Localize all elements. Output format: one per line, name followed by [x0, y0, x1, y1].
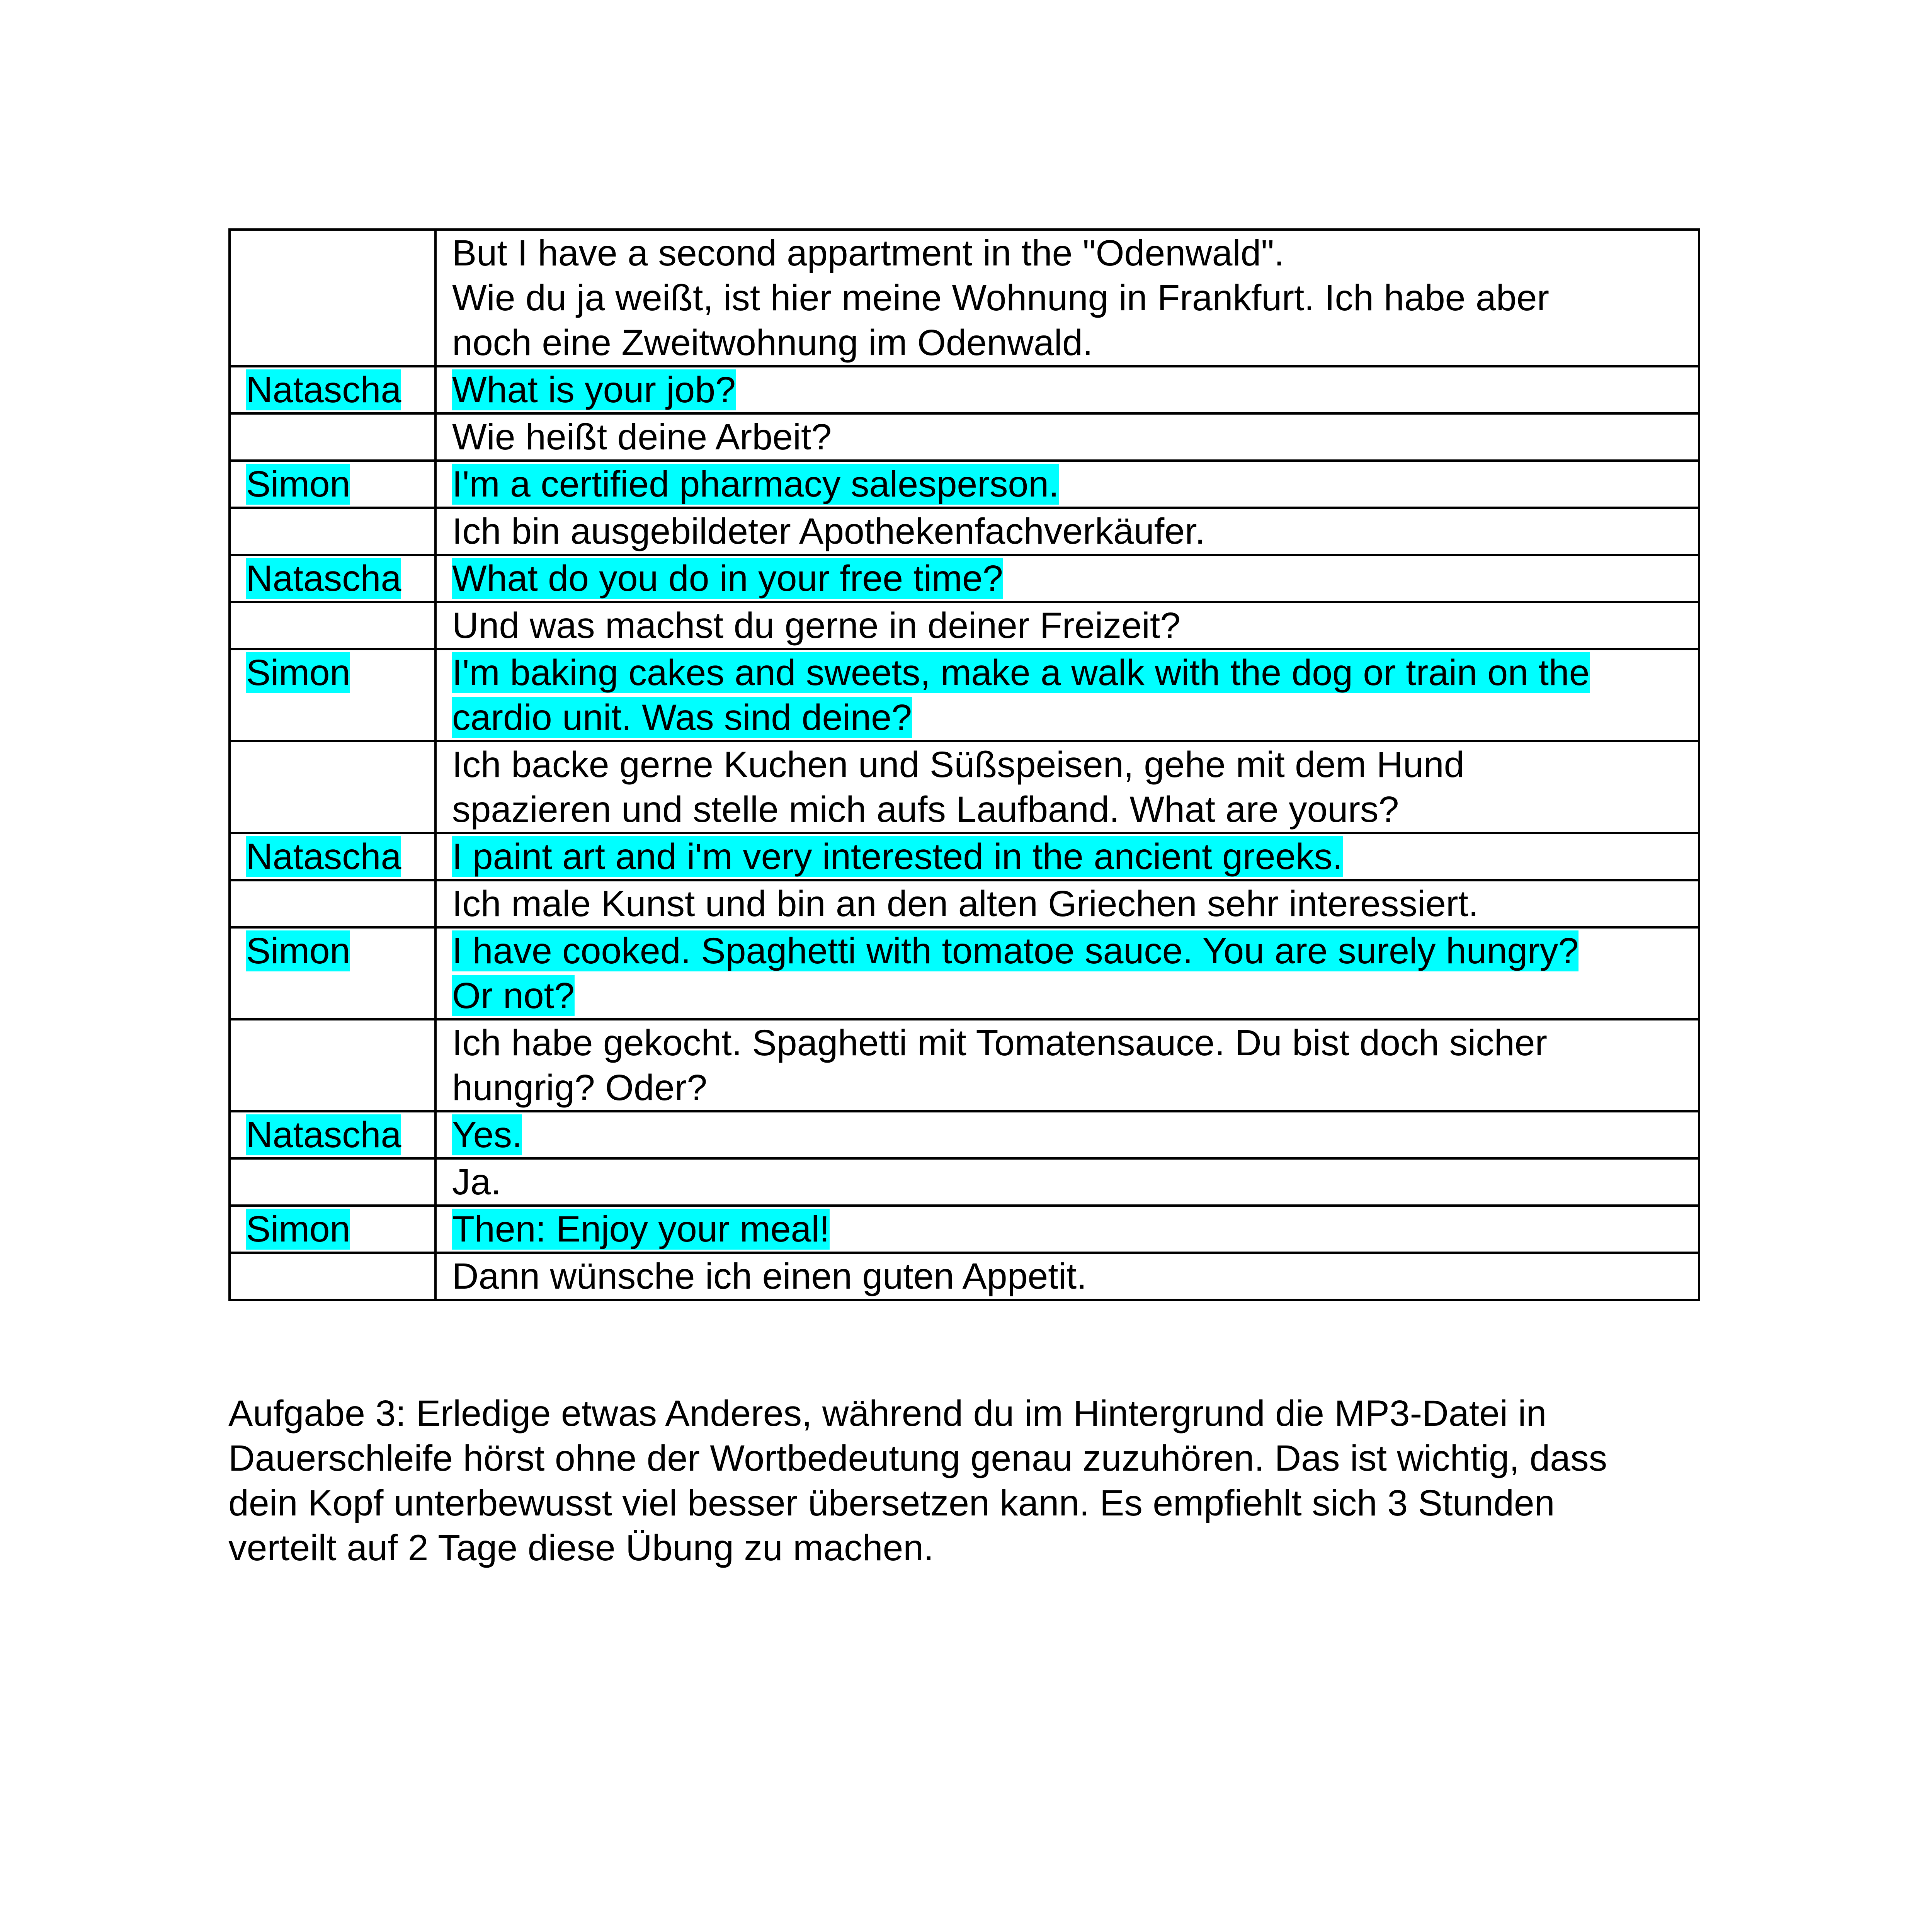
speaker-cell [230, 1111, 435, 1158]
task-line: Aufgabe 3: Erledige etwas Anderes, während du im Hintergrund die MP3-Datei in [228, 1393, 1547, 1434]
speaker-cell [230, 1253, 435, 1300]
dialogue-line [452, 462, 1686, 507]
dialogue-row [230, 1111, 1699, 1158]
dialogue-line-text: I paint art and i'm very interested in the ancient greeks. [452, 836, 1343, 877]
dialogue-line [452, 320, 1686, 365]
dialogue-line-text: What is your job? [452, 369, 736, 410]
dialogue-row [230, 366, 1699, 413]
german-line-cell [435, 508, 1699, 555]
dialogue-row [230, 833, 1699, 880]
dialogue-line [452, 695, 1686, 740]
dialogue-line-text: What do you do in your free time? [452, 558, 1003, 599]
dialogue-line [452, 929, 1686, 973]
speaker-name: Natascha [246, 1114, 401, 1155]
speaker-cell [230, 649, 435, 741]
dialogue-line-text: noch eine Zweitwohnung im Odenwald. [452, 322, 1093, 363]
english-line-cell [435, 1111, 1699, 1158]
dialogue-row [230, 555, 1699, 602]
dialogue-line [452, 231, 1686, 276]
dialogue-line-text: Then: Enjoy your meal! [452, 1209, 830, 1250]
dialogue-line-text: I'm a certified pharmacy salesperson. [452, 464, 1059, 505]
dialogue-line-text: hungrig? Oder? [452, 1067, 708, 1108]
english-line-cell [435, 366, 1699, 413]
dialogue-table [228, 228, 1700, 1301]
dialogue-line [452, 834, 1686, 879]
task-line: Dauerschleife hörst ohne der Wortbedeutung genau zuzuhören. Das ist wichtig, dass [228, 1438, 1607, 1479]
speaker-cell [230, 508, 435, 555]
dialogue-row [230, 927, 1699, 1019]
speaker-name: Simon [246, 652, 350, 693]
dialogue-line [452, 650, 1686, 695]
speaker-name: Natascha [246, 369, 401, 410]
speaker-cell [230, 1206, 435, 1253]
german-line-cell [435, 413, 1699, 461]
dialogue-row [230, 508, 1699, 555]
speaker-cell [230, 366, 435, 413]
speaker-cell [230, 1019, 435, 1111]
dialogue-line [452, 1020, 1686, 1065]
german-line-cell [435, 880, 1699, 927]
dialogue-line [452, 787, 1686, 832]
english-line-cell [435, 1206, 1699, 1253]
task-line: verteilt auf 2 Tage diese Übung zu machen. [228, 1527, 934, 1568]
speaker-name: Simon [246, 464, 350, 505]
dialogue-line-text: Ja. [452, 1162, 501, 1202]
dialogue-table-body [230, 230, 1699, 1300]
speaker-name: Natascha [246, 836, 401, 877]
speaker-cell [230, 602, 435, 649]
german-line-cell [435, 602, 1699, 649]
dialogue-row [230, 461, 1699, 508]
german-line-cell [435, 1019, 1699, 1111]
speaker-cell [230, 833, 435, 880]
dialogue-line-text: I'm baking cakes and sweets, make a walk with the dog or train on the [452, 652, 1590, 693]
dialogue-line-text: Wie du ja weißt, ist hier meine Wohnung in Frankfurt. Ich habe aber [452, 277, 1550, 318]
dialogue-line [452, 1112, 1686, 1157]
task-line: dein Kopf unterbewusst viel besser übersetzen kann. Es empfiehlt sich 3 Stunden [228, 1483, 1555, 1524]
english-line-cell [435, 927, 1699, 1019]
speaker-cell [230, 880, 435, 927]
dialogue-line-text: Yes. [452, 1114, 522, 1155]
dialogue-line-text: Ich male Kunst und bin an den alten Griechen sehr interessiert. [452, 883, 1479, 924]
dialogue-row [230, 741, 1699, 833]
speaker-cell [230, 413, 435, 461]
speaker-cell [230, 741, 435, 833]
dialogue-line-text: Wie heißt deine Arbeit? [452, 417, 832, 457]
dialogue-line-text: Ich backe gerne Kuchen und Süßspeisen, gehe mit dem Hund [452, 744, 1465, 785]
speaker-name: Simon [246, 1209, 350, 1250]
dialogue-line [452, 1254, 1686, 1299]
german-line-cell [435, 1253, 1699, 1300]
dialogue-line [452, 367, 1686, 412]
dialogue-line [452, 881, 1686, 926]
dialogue-line [452, 556, 1686, 601]
dialogue-line [452, 1065, 1686, 1110]
dialogue-row [230, 413, 1699, 461]
dialogue-row [230, 1253, 1699, 1300]
english-line-cell [435, 461, 1699, 508]
english-line-cell [435, 833, 1699, 880]
german-line-cell [435, 230, 1699, 366]
dialogue-row [230, 1206, 1699, 1253]
speaker-cell [230, 230, 435, 366]
dialogue-line [452, 603, 1686, 648]
dialogue-line-text: Und was machst du gerne in deiner Freizeit? [452, 605, 1181, 646]
dialogue-line [452, 742, 1686, 787]
dialogue-row [230, 602, 1699, 649]
dialogue-line [452, 415, 1686, 459]
dialogue-line [452, 1207, 1686, 1252]
dialogue-row [230, 880, 1699, 927]
dialogue-line-text: Ich bin ausgebildeter Apothekenfachverkäufer. [452, 511, 1205, 552]
dialogue-line [452, 1160, 1686, 1204]
dialogue-line [452, 276, 1686, 320]
speaker-name: Natascha [246, 558, 401, 599]
speaker-name: Simon [246, 930, 350, 971]
dialogue-line-text: Dann wünsche ich einen guten Appetit. [452, 1256, 1087, 1297]
dialogue-line [452, 973, 1686, 1018]
dialogue-row [230, 1158, 1699, 1206]
english-line-cell [435, 649, 1699, 741]
dialogue-row [230, 230, 1699, 366]
dialogue-line-text: Ich habe gekocht. Spaghetti mit Tomatensauce. Du bist doch sicher [452, 1022, 1548, 1063]
task-paragraph [228, 1391, 1698, 1570]
dialogue-row [230, 1019, 1699, 1111]
dialogue-line-text: I have cooked. Spaghetti with tomatoe sauce. You are surely hungry? [452, 930, 1579, 971]
speaker-cell [230, 1158, 435, 1206]
dialogue-line-text: cardio unit. Was sind deine? [452, 697, 912, 738]
english-line-cell [435, 555, 1699, 602]
dialogue-line-text: But I have a second appartment in the "Odenwald". [452, 233, 1284, 274]
dialogue-line [452, 509, 1686, 554]
dialogue-row [230, 649, 1699, 741]
dialogue-line-text: spazieren und stelle mich aufs Laufband. What are yours? [452, 789, 1399, 830]
german-line-cell [435, 741, 1699, 833]
german-line-cell [435, 1158, 1699, 1206]
speaker-cell [230, 555, 435, 602]
speaker-cell [230, 461, 435, 508]
dialogue-line-text: Or not? [452, 975, 575, 1016]
speaker-cell [230, 927, 435, 1019]
